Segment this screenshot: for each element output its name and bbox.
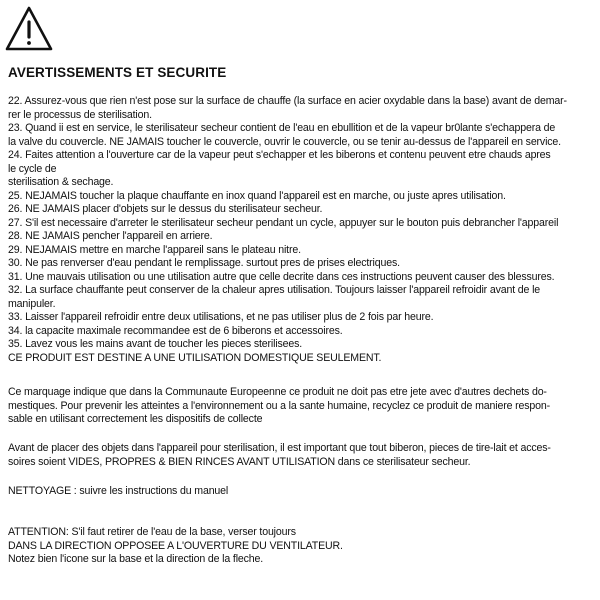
weee-marking-notice: Ce marquage indique que dans la Communaute Europeenne ce produit ne doit pas etre jete avec d'autres dechets do- mestiques. Pour prevenir les atteintes a l'environnement ou a la sante humaine, recyclez ce produit de maniere respon- sable en utilisant correctement les dispositifs de collecte	[8, 386, 550, 425]
cleaning-notice: NETTOYAGE : suivre les instructions du manuel	[8, 485, 229, 497]
page-title: AVERTISSEMENTS ET SECURITE	[8, 65, 227, 80]
warning-triangle-icon	[4, 4, 54, 54]
placement-notice: Avant de placer des objets dans l'appareil pour sterilisation, il est important que tout biberon, pieces de tire-lait et acces- soires soient VIDES, PROPRES & BIEN RINCES AVANT UTILISATION dans ce sterilisateur secheur.	[8, 442, 551, 468]
safety-instructions: 22. Assurez-vous que rien n'est pose sur la surface de chauffe (la surface en acier oxydable dans la base) avant de demar- rer le processus de sterilisation. 23. Quand ii est en service, le sterilisateur secheur contient de l'eau en ebullition et de la vapeur br0lante s'echappera de la valve du couvercle. NE JAMAIS toucher le couvercle, ouvrir le couvercle, ou se tenir au-dessus de l'appareil en service. 24. Faites attention a l'ouverture car de la vapeur peut s'echapper et les biberons et contenu peuvent etre chauds apres le cycle de sterilisation & sechage. 25. NEJAMAIS toucher la plaque chauffante en inox quand l'appareil est en marche, ou juste apres utilisation. 26. NE JAMAIS placer d'objets sur le dessus du sterilisateur secheur. 27. S'il est necessaire d'arreter le sterilisateur secheur pendant un cycle, appuyer sur le bouton puis debrancher l'appareil 28. NE JAMAIS pencher l'appareil en arriere. 29. NEJAMAIS mettre en marche l'appareil sans le plateau nitre. 30. Ne pas renverser d'eau pendant le remplissage. surtout pres de prises electriques. 31. Une mauvais utilisation ou une utilisation autre que celle decrite dans ces instructions peuvent causer des blessures. 32. La surface chauffante peut conserver de la chaleur apres utilisation. Toujours laisser l'appareil refroidir avant de le manipuler. 33. Laisser l'appareil refroidir entre deux utilisations, et ne pas utiliser plus de 2 fois par heure. 34. la capacite maximale recommandee est de 6 biberons et accessoires. 35. Lavez vous les mains avant de toucher les pieces sterilisees. CE PRODUIT EST DESTINE A UNE UTILISATION DOMESTIQUE SEULEMENT.	[8, 95, 567, 364]
attention-notice: ATTENTION: S'il faut retirer de l'eau de la base, verser toujours DANS LA DIRECTION OPPOSEE A L'OUVERTURE DU VENTILATEUR. Notez bien l'icone sur la base et la direction de la fleche.	[8, 526, 343, 565]
